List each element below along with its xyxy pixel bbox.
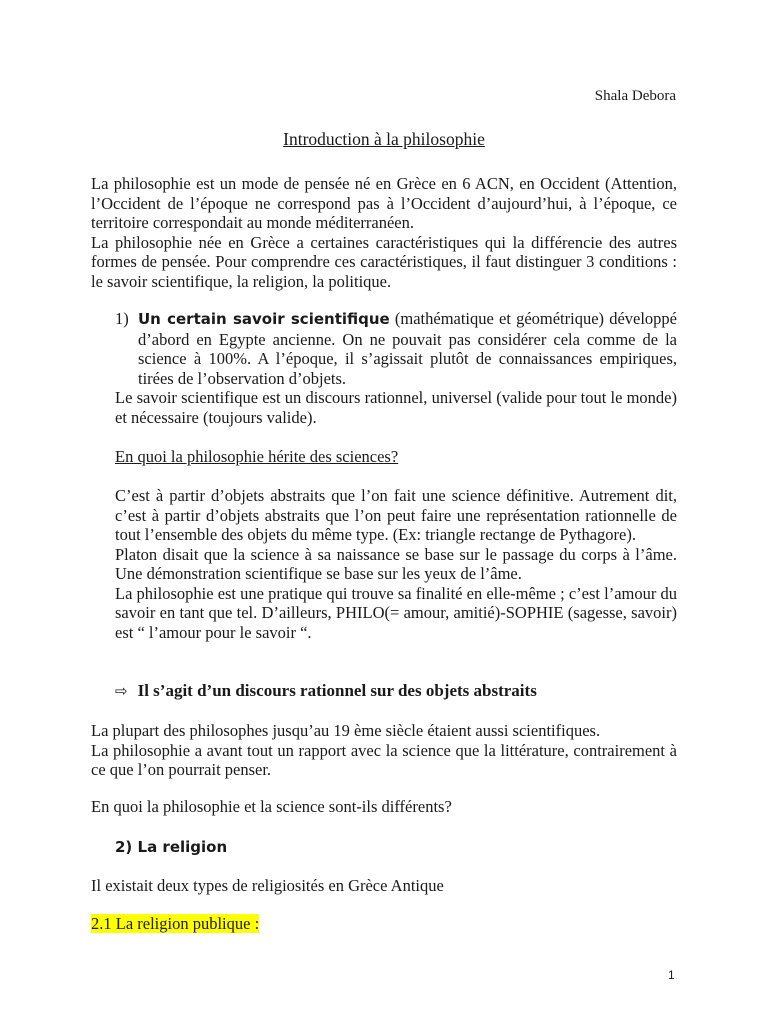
definition-paragraph: Le savoir scientifique est un discours rationnel, universel (valide pour tout le monde) et nécessaire (toujours valide). <box>115 388 677 427</box>
question-heading: En quoi la philosophie hérite des sciences? <box>115 447 399 466</box>
body-paragraph: En quoi la philosophie et la science sont-ils différents? <box>91 797 452 816</box>
highlighted-subheading: 2.1 La religion publique : <box>91 914 260 933</box>
section-heading: 2) La religion <box>115 838 228 856</box>
section-2-religion <box>115 837 227 858</box>
page-number: 1 <box>668 968 675 982</box>
philosophers-paragraphs <box>91 721 677 780</box>
body-paragraph: La philosophie est une pratique qui trouve sa finalité en elle-même ; c’est l’amour du savoir en tant que tel. D’ailleurs, PHILO(= amour, amitié)-SOPHIE (sagesse, savoir) est “ l’amour pour le savoir “. <box>115 583 677 642</box>
body-paragraph: Il existait deux types de religiosités en Grèce Antique <box>91 876 444 895</box>
document-title: Introduction à la philosophie <box>283 129 485 149</box>
author-name: Shala Debora <box>594 88 676 104</box>
body-paragraph: La plupart des philosophes jusqu’au 19 ème siècle étaient aussi scientifiques. <box>91 721 601 740</box>
body-paragraph: Platon disait que la science à sa naissance se base sur le passage du corps à l’âme. Une démonstration scientifique se base sur les yeux de l’âme. <box>115 544 677 583</box>
intro-paragraph: La philosophie née en Grèce a certaines caractéristiques qui la différencie des autres formes de pensée. Pour comprendre ces caractéristiques, il faut distinguer 3 conditions : le savoir scientifique, la religion, la politique. <box>91 232 677 291</box>
conclusion-text: Il s’agit d’un discours rationnel sur des objets abstraits <box>137 681 537 700</box>
intro-section <box>91 174 677 291</box>
body-paragraph: La philosophie a avant tout un rapport avec la science que la littérature, contrairement à ce que l’on pourrait penser. <box>91 740 677 779</box>
difference-question <box>91 797 677 817</box>
conclusion-line <box>115 681 677 702</box>
right-arrow-outline-icon: ⇨ <box>115 682 128 700</box>
section-heading: Un certain savoir scientifique <box>138 310 390 328</box>
subsection-question <box>115 447 677 467</box>
religion-intro <box>91 876 677 896</box>
list-item-text: (mathématique et géométrique) développé d’abord en Egypte ancienne. On ne pouvait pas considérer cela comme de la science à 100%. A l’époque, il s’agissait plutôt de connaissances empiriques, tirées de l’observation d’objets. <box>138 309 677 388</box>
subsection-public-religion <box>91 914 259 934</box>
list-item-body <box>138 309 677 388</box>
science-paragraphs <box>115 486 677 642</box>
intro-paragraph: La philosophie est un mode de pensée né en Grèce en 6 ACN, en Occident (Attention, l’Occident de l’époque ne correspond pas à l’Occident d’aujourd’hui, à l’époque, ce territoire correspondait au monde méditerranéen. <box>91 174 677 232</box>
body-paragraph: C’est à partir d’objets abstraits que l’on fait une science définitive. Autrement dit, c’est à partir d’objets abstraits que l’on peut faire une représentation rationnelle de tout l’ensemble des objets du même type. (Ex: triangle rectange de Pythagore). <box>115 486 677 544</box>
list-number: 1) <box>115 309 129 328</box>
section-1-scientific-knowledge <box>115 309 677 427</box>
